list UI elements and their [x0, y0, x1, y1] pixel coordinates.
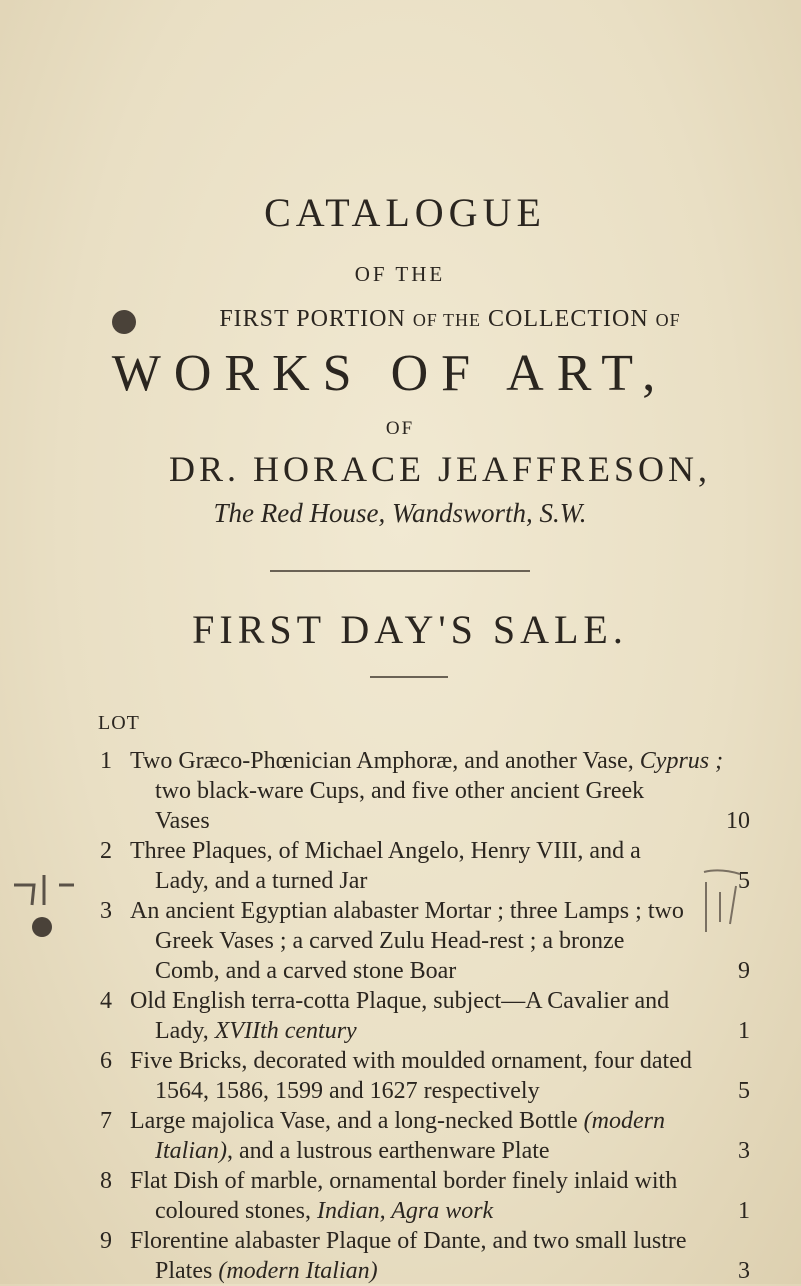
lot-quantity: 5: [738, 868, 750, 894]
short-divider-rule: [370, 676, 448, 678]
lot-number: 8: [100, 1168, 112, 1194]
lot-quantity: 5: [738, 1078, 750, 1104]
pencil-mark-annotation-icon: [4, 845, 114, 955]
lot-number: 1: [100, 748, 112, 774]
ink-blot-mark: [112, 310, 136, 334]
of-line: OF: [385, 418, 415, 439]
lot-text-line: Plates: [155, 1258, 213, 1284]
lot-italic-text: Cyprus ;: [639, 748, 724, 774]
lot-text-line: Old English terra-cotta Plaque, subject—A Cavalier and: [130, 988, 670, 1014]
owner-address: The Red House, Wandsworth, S.W.: [213, 498, 587, 528]
works-of-art-title: WORKS OF ART,: [111, 345, 669, 402]
lot-text-line: two black-ware Cups, and five other ancient Greek: [155, 778, 645, 804]
divider-rule: [270, 570, 530, 572]
sale-title: FIRST DAY'S SALE.: [192, 607, 628, 652]
lot-text-line: Greek Vases ; a carved Zulu Head-rest ; a bronze: [155, 928, 625, 954]
lot-text-line: Lady,: [155, 1018, 209, 1044]
lot-text-line: 1564, 1586, 1599 and 1627 respectively: [155, 1078, 540, 1104]
lot-italic-text: Italian): [155, 1138, 227, 1164]
lot-text-line: An ancient Egyptian alabaster Mortar ; three Lamps ; two: [130, 898, 684, 924]
lot-italic-text: Indian, Agra work: [316, 1198, 494, 1224]
of-the-line: OF THE: [354, 262, 446, 286]
lot-number: 4: [100, 988, 112, 1014]
first-portion-text: FIRST PORTION: [219, 306, 406, 332]
lot-text-line: , and a lustrous earthenware Plate: [227, 1138, 550, 1164]
first-portion-line: [170, 306, 730, 333]
lot-text-line: Comb, and a carved stone Boar: [155, 958, 457, 984]
lot-text-line: Lady, and a turned Jar: [155, 868, 368, 894]
lot-text-line: Three Plaques, of Michael Angelo, Henry VIII, and a: [130, 838, 641, 864]
of-small: OF: [655, 310, 681, 330]
lot-italic-text: (modern Italian): [218, 1258, 378, 1284]
lot-text-line: Flat Dish of marble, ornamental border finely inlaid with: [130, 1168, 678, 1194]
lot-quantity: 10: [726, 808, 750, 834]
lot-quantity: 1: [738, 1198, 750, 1224]
lot-number: 9: [100, 1228, 112, 1254]
lot-text-line: Five Bricks, decorated with moulded ornament, four dated: [130, 1048, 692, 1074]
lot-number: 2: [100, 838, 112, 864]
lot-quantity: 3: [738, 1138, 750, 1164]
lot-text-line: Two Græco-Phœnician Amphoræ, and another Vase,: [130, 748, 634, 774]
collection-text: COLLECTION: [488, 306, 649, 332]
lot-heading: LOT: [98, 712, 140, 734]
lot-text-line: Large majolica Vase, and a long-necked Bottle: [130, 1108, 578, 1134]
lot-quantity: 1: [738, 1018, 750, 1044]
lot-number: 7: [100, 1108, 112, 1134]
pencil-bracket-annotation-icon: [700, 862, 780, 942]
lot-quantity: 9: [738, 958, 750, 984]
lot-text-line: Vases: [155, 808, 210, 834]
lot-italic-text: (modern: [583, 1108, 665, 1134]
lot-number: 3: [100, 898, 112, 924]
lot-number: 6: [100, 1048, 112, 1074]
catalogue-title: CATALOGUE: [264, 190, 546, 235]
lot-quantity: 3: [738, 1258, 750, 1284]
owner-name: DR. HORACE JEAFFRESON,: [168, 449, 712, 489]
lot-italic-text: XVIIth century: [214, 1018, 357, 1044]
lot-text-line: Florentine alabaster Plaque of Dante, and two small lustre: [130, 1228, 687, 1254]
of-the-small: OF THE: [412, 310, 481, 330]
lot-text-line: coloured stones,: [155, 1198, 311, 1224]
